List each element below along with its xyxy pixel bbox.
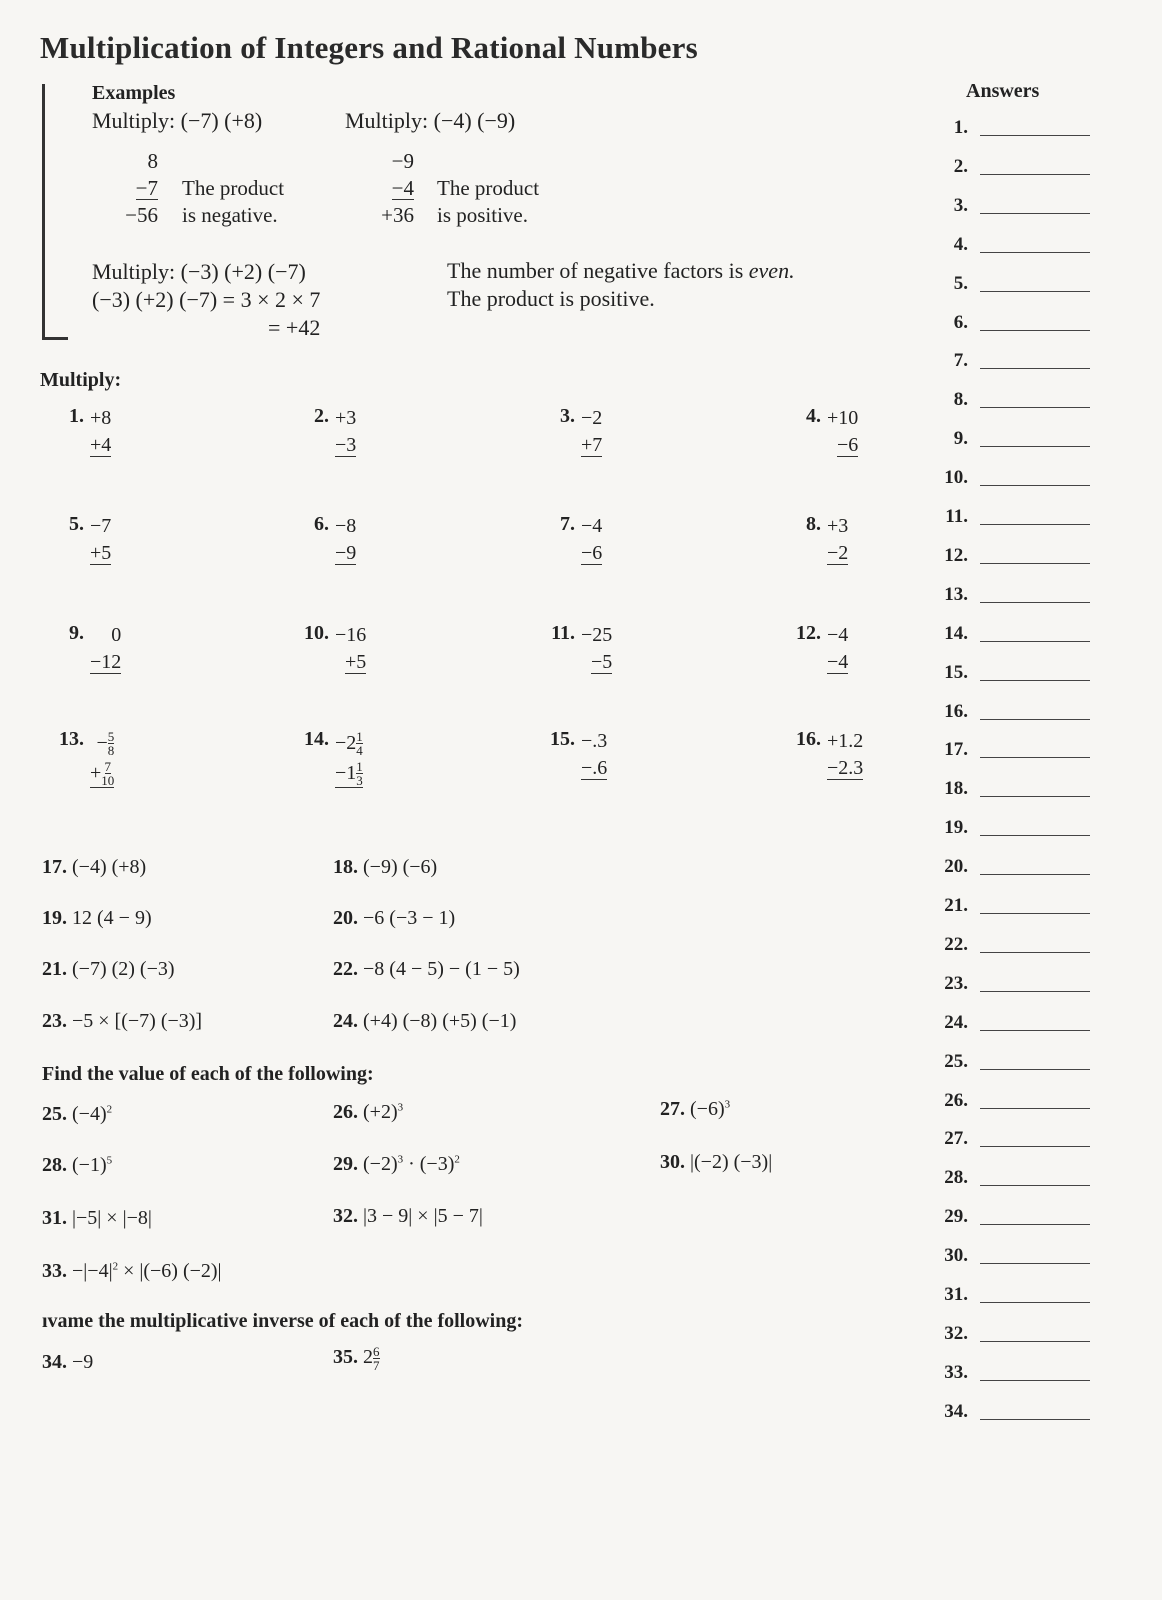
answer-blank[interactable]: [980, 874, 1090, 875]
answer-number: 12.: [944, 544, 968, 566]
fraction-numerator: 1: [356, 758, 363, 774]
answer-row: [918, 778, 1090, 802]
answer-blank[interactable]: [980, 1419, 1090, 1420]
answer-number: 1.: [953, 117, 968, 138]
problem-14: [297, 728, 363, 788]
problem-number: 12.: [796, 622, 821, 644]
problem-number: 2.: [314, 405, 329, 427]
answer-row: [918, 1401, 1090, 1425]
problem-number: 21.: [42, 958, 67, 980]
problem-top: +3: [335, 407, 357, 429]
answers-heading: Answers: [966, 80, 1040, 102]
answer-number: 29.: [944, 1206, 968, 1228]
problem-29-a-exp: 3: [397, 1153, 404, 1166]
answer-row: [918, 273, 1090, 297]
problem-34-expr: −9: [72, 1351, 94, 1373]
fraction-numerator: 1: [356, 728, 363, 744]
problem-top-fraction: [356, 730, 363, 757]
problem-top: −.3: [581, 730, 608, 752]
problem-27-base: (−6): [690, 1098, 725, 1120]
problem-17: [42, 856, 146, 879]
problem-2: [297, 405, 356, 459]
answer-number: 23.: [944, 972, 968, 994]
problem-33-rest: × |(−6) (−2)|: [118, 1260, 222, 1282]
problem-29-mid: · (−3): [403, 1153, 455, 1175]
answer-blank[interactable]: [980, 407, 1090, 408]
problem-31-number: 31.: [42, 1207, 67, 1229]
problem-bottom: −2: [827, 542, 849, 564]
answer-number: 26.: [944, 1089, 968, 1111]
problem-bottom: −3: [335, 434, 357, 456]
answer-row: [918, 234, 1090, 258]
answer-blank[interactable]: [980, 680, 1090, 681]
answer-row: [918, 1090, 1090, 1114]
problem-number: 6.: [314, 513, 329, 535]
problem-number: 23.: [42, 1010, 67, 1032]
problem-stack: [581, 513, 602, 567]
problem-30: [660, 1151, 772, 1174]
answer-blank[interactable]: [980, 835, 1090, 836]
problem-bottom: −4: [827, 651, 849, 673]
answer-blank[interactable]: [980, 213, 1090, 214]
answer-row: [918, 1362, 1090, 1386]
fraction-numerator: 7: [104, 758, 112, 774]
answer-row: [918, 1284, 1090, 1308]
problem-19: [42, 907, 152, 930]
answer-row: [918, 428, 1090, 452]
problem-stack: [581, 622, 612, 676]
problem-11: [543, 622, 612, 676]
problem-number: 16.: [796, 728, 821, 750]
problem-bottom: −5: [591, 651, 613, 673]
problem-33-exp: 2: [112, 1260, 119, 1273]
answer-number: 11.: [945, 506, 968, 527]
problem-expression: −8 (4 − 5) − (1 − 5): [363, 958, 520, 980]
answer-number: 9.: [953, 428, 968, 450]
example-3-line3: = +42: [268, 315, 321, 340]
answer-number: 24.: [944, 1011, 968, 1033]
answer-number: 21.: [944, 895, 968, 916]
answer-row: [918, 350, 1090, 374]
problem-31-expr: |−5| × |−8|: [72, 1207, 152, 1229]
answer-blank[interactable]: [980, 1146, 1090, 1147]
problem-number: 7.: [560, 513, 575, 535]
fraction-denominator: 3: [356, 772, 363, 788]
examples-bracket: [42, 84, 59, 340]
problem-number: 4.: [806, 405, 821, 427]
answer-number: 16.: [944, 700, 968, 722]
answer-number: 19.: [944, 817, 968, 839]
problem-13: [52, 728, 114, 788]
problem-25-exp: 2: [106, 1103, 113, 1116]
answer-blank[interactable]: [980, 368, 1090, 369]
problem-number: 9.: [69, 622, 84, 644]
answer-row: [918, 1245, 1090, 1269]
problem-top-sign: −2: [335, 732, 357, 754]
example-2-prompt: Multiply: (−4) (−9): [345, 108, 516, 133]
problem-21: [42, 958, 175, 981]
problem-bottom: −6: [581, 542, 603, 564]
answer-blank[interactable]: [980, 330, 1090, 331]
problem-number: 10.: [304, 622, 329, 644]
answer-number: 27.: [944, 1128, 968, 1150]
problem-bottom: −2.3: [827, 757, 864, 779]
example-1-note-line2: is negative.: [182, 203, 278, 227]
problem-expression: (−9) (−6): [363, 856, 438, 878]
problem-25-base: (−4): [72, 1103, 107, 1125]
problem-expression: −5 × [(−7) (−3)]: [72, 1010, 203, 1032]
problem-expression: −6 (−3 − 1): [363, 907, 456, 929]
problem-5: [52, 513, 111, 567]
problem-24: [333, 1010, 516, 1033]
problem-26: [333, 1101, 403, 1124]
answer-number: 2.: [953, 155, 968, 177]
problem-bottom: +5: [90, 542, 112, 564]
example-1-stack: [100, 148, 158, 229]
example-2-top: −9: [391, 149, 414, 173]
example-2-bottom: −4: [391, 176, 414, 200]
example-2-note-line2: is positive.: [437, 203, 529, 227]
answer-row: [918, 312, 1090, 336]
problem-3: [543, 405, 602, 459]
problem-bottom: −9: [335, 542, 357, 564]
problem-number: 17.: [42, 856, 67, 878]
answer-row: [918, 467, 1090, 491]
problem-top: −4: [581, 515, 603, 537]
problem-27-exp: 3: [724, 1098, 731, 1111]
example-1-prompt: Multiply: (−7) (+8): [92, 108, 263, 133]
problem-20: [333, 907, 455, 930]
answer-blank[interactable]: [980, 719, 1090, 720]
examples-bracket-foot: [42, 337, 68, 340]
problem-stack: [827, 622, 848, 676]
answer-number: 28.: [944, 1167, 968, 1189]
problem-9: [52, 622, 121, 676]
answer-row: [918, 156, 1090, 180]
answer-row: [918, 584, 1090, 608]
answer-blank[interactable]: [980, 485, 1090, 486]
problem-28: [42, 1154, 112, 1177]
problem-stack: [90, 405, 111, 459]
answer-row: [918, 545, 1090, 569]
problem-12: [789, 622, 848, 676]
answer-number: 10.: [944, 467, 968, 489]
problem-top: −7: [90, 515, 112, 537]
problem-6: [297, 513, 356, 567]
examples-heading: Examples: [92, 82, 176, 104]
problem-bottom: +5: [345, 651, 367, 673]
answer-number: 33.: [944, 1361, 968, 1383]
answer-blank[interactable]: [980, 796, 1090, 797]
problem-stack: [335, 405, 356, 459]
example-2-result: +36: [381, 203, 414, 227]
problem-stack: [581, 728, 607, 782]
answer-row: [918, 817, 1090, 841]
problem-bottom: +4: [90, 434, 112, 456]
problem-bottom-sign: −1: [335, 762, 357, 784]
problem-stack: [90, 728, 114, 788]
answer-blank[interactable]: [980, 446, 1090, 447]
answer-blank[interactable]: [980, 602, 1090, 603]
problem-29-b-exp: 2: [454, 1153, 460, 1166]
answer-number: 22.: [944, 933, 968, 955]
answer-row: [918, 895, 1090, 919]
problem-bottom: −.6: [581, 757, 608, 779]
problem-number: 20.: [333, 907, 358, 929]
problem-stack: [335, 728, 363, 788]
problem-10: [297, 622, 366, 676]
problem-28-number: 28.: [42, 1154, 67, 1176]
answer-row: [918, 856, 1090, 880]
problem-32-number: 32.: [333, 1205, 358, 1227]
problem-bottom-fraction: [356, 760, 363, 787]
problem-29-number: 29.: [333, 1153, 358, 1175]
answer-blank[interactable]: [980, 1185, 1090, 1186]
problem-top: −4: [827, 624, 849, 646]
example-3-prompt: Multiply: (−3) (+2) (−7): [92, 259, 306, 284]
answer-blank[interactable]: [980, 1108, 1090, 1109]
problem-26-number: 26.: [333, 1101, 358, 1123]
problem-number: 22.: [333, 958, 358, 980]
problem-number: 18.: [333, 856, 358, 878]
problem-35: [333, 1345, 380, 1372]
example-1-note-line1: The product: [182, 176, 285, 200]
answer-number: 4.: [953, 233, 968, 255]
fraction-denominator: 10: [101, 772, 115, 788]
problem-top: −16: [335, 624, 367, 646]
example-2-note: [437, 175, 539, 229]
problem-22: [333, 958, 520, 981]
example-3-note-line2: The product is positive.: [447, 286, 655, 311]
answer-row: [918, 701, 1090, 725]
answer-number: 25.: [944, 1050, 968, 1072]
answer-row: [918, 389, 1090, 413]
answer-row: [918, 117, 1090, 141]
problem-25: [42, 1103, 112, 1126]
problem-top: +1.2: [827, 730, 864, 752]
answer-row: [918, 662, 1090, 686]
problem-29: [333, 1153, 460, 1176]
problem-18: [333, 856, 437, 879]
problem-27-number: 27.: [660, 1098, 685, 1120]
problem-32: [333, 1205, 483, 1228]
example-3-note: [447, 257, 795, 313]
problem-30-number: 30.: [660, 1151, 685, 1173]
problem-top: −25: [581, 624, 613, 646]
example-2-note-line1: The product: [437, 176, 540, 200]
problem-top: +8: [90, 407, 112, 429]
example-3-note-b: even.: [748, 258, 795, 283]
answer-number: 17.: [944, 739, 968, 761]
problem-33: [42, 1260, 222, 1283]
answer-blank[interactable]: [980, 952, 1090, 953]
answer-row: [918, 506, 1090, 530]
problem-28-base: (−1): [72, 1154, 107, 1176]
problem-bottom-sign: +: [90, 762, 102, 784]
problem-expression: (−7) (2) (−3): [72, 958, 175, 980]
problem-8: [789, 513, 848, 567]
fraction-numerator: 5: [107, 728, 115, 744]
inverse-label: ıvame the multiplicative inverse of each of the following:: [42, 1310, 524, 1332]
problem-number: 13.: [59, 728, 84, 750]
problem-top: −8: [335, 515, 357, 537]
answer-row: [918, 1323, 1090, 1347]
problem-number: 19.: [42, 907, 67, 929]
problem-top: −2: [581, 407, 603, 429]
answer-blank[interactable]: [980, 252, 1090, 253]
problem-35-num: 6: [373, 1344, 380, 1359]
problem-number: 5.: [69, 513, 84, 535]
answer-blank[interactable]: [980, 757, 1090, 758]
answer-blank[interactable]: [980, 1224, 1090, 1225]
example-2-stack: [358, 148, 414, 229]
problem-27: [660, 1098, 730, 1121]
example-1-note: [182, 175, 284, 229]
answer-row: [918, 1012, 1090, 1036]
answer-row: [918, 195, 1090, 219]
answer-row: [918, 1206, 1090, 1230]
answer-row: [918, 1128, 1090, 1152]
problem-top-sign: −: [96, 732, 108, 754]
problem-stack: [827, 513, 848, 567]
answer-row: [918, 1051, 1090, 1075]
problem-number: 1.: [69, 405, 84, 427]
answer-number: 34.: [944, 1400, 968, 1422]
page-title: Multiplication of Integers and Rational Numbers: [40, 30, 698, 65]
problem-35-fraction: [373, 1345, 380, 1372]
problem-number: 15.: [550, 728, 575, 750]
problem-top-fraction: [108, 730, 115, 757]
answer-number: 6.: [953, 311, 968, 333]
problem-30-expr: |(−2) (−3)|: [690, 1151, 773, 1173]
answer-blank[interactable]: [980, 1380, 1090, 1381]
problem-34: [42, 1351, 93, 1374]
problem-26-exp: 3: [397, 1101, 404, 1114]
answer-blank[interactable]: [980, 1030, 1090, 1031]
problem-expression: (+4) (−8) (+5) (−1): [363, 1010, 517, 1032]
answer-number: 7.: [953, 350, 968, 372]
answer-number: 15.: [944, 661, 968, 683]
problem-25-number: 25.: [42, 1103, 67, 1125]
example-3-note-a: The number of negative factors is: [447, 258, 744, 283]
answer-blank[interactable]: [980, 563, 1090, 564]
example-1-result: −56: [125, 203, 158, 227]
problem-4: [789, 405, 858, 459]
answer-number: 30.: [944, 1245, 968, 1267]
answer-blank[interactable]: [980, 1302, 1090, 1303]
problem-bottom: −12: [90, 651, 122, 673]
problem-35-den: 7: [373, 1358, 380, 1373]
problem-15: [543, 728, 607, 782]
problem-expression: (−4) (+8): [72, 856, 147, 878]
answer-blank[interactable]: [980, 291, 1090, 292]
problem-expression: 12 (4 − 9): [72, 907, 152, 929]
problem-7: [543, 513, 602, 567]
problem-16: [789, 728, 863, 782]
problem-number: 11.: [551, 622, 575, 644]
answer-blank[interactable]: [980, 991, 1090, 992]
problem-number: 8.: [806, 513, 821, 535]
problem-stack: [581, 405, 602, 459]
problem-35-whole: 2: [363, 1346, 373, 1369]
answer-blank[interactable]: [980, 1341, 1090, 1342]
problem-stack: [335, 513, 356, 567]
problem-32-expr: |3 − 9| × |5 − 7|: [363, 1205, 483, 1227]
example-3-line2: (−3) (+2) (−7) = 3 × 2 × 7: [92, 287, 321, 312]
problem-top: +10: [827, 407, 859, 429]
problem-stack: [827, 405, 858, 459]
problem-28-exp: 5: [106, 1154, 113, 1167]
answer-blank[interactable]: [980, 913, 1090, 914]
problem-33-a: −|−4|: [72, 1260, 113, 1282]
answer-blank[interactable]: [980, 641, 1090, 642]
answer-number: 3.: [953, 194, 968, 216]
answer-blank[interactable]: [980, 1069, 1090, 1070]
example-1-bottom: −7: [135, 176, 158, 200]
problem-number: 14.: [304, 728, 329, 750]
problem-1: [52, 405, 111, 459]
problem-29-a: (−2): [363, 1153, 398, 1175]
example-3: [92, 258, 320, 342]
answer-row: [918, 1167, 1090, 1191]
answer-number: 20.: [944, 856, 968, 878]
problem-stack: [827, 728, 863, 782]
answer-number: 32.: [944, 1322, 968, 1344]
answer-number: 5.: [953, 272, 968, 294]
fraction-denominator: 4: [356, 742, 363, 758]
answer-number: 8.: [953, 389, 968, 411]
answer-number: 18.: [944, 778, 968, 800]
answer-blank[interactable]: [980, 135, 1090, 136]
problem-23: [42, 1010, 202, 1033]
answer-blank[interactable]: [980, 174, 1090, 175]
problem-bottom-fraction: [101, 760, 114, 787]
problem-number: 24.: [333, 1010, 358, 1032]
example-1-top: 8: [147, 149, 158, 173]
answer-row: [918, 739, 1090, 763]
problem-stack: [90, 513, 111, 567]
problem-top: +3: [827, 515, 849, 537]
problem-stack: [335, 622, 366, 676]
problem-top: 0: [111, 624, 122, 646]
answer-row: [918, 973, 1090, 997]
problem-stack: [90, 622, 121, 676]
answer-number: 14.: [944, 622, 968, 644]
find-value-label: Find the value of each of the following:: [42, 1063, 374, 1085]
answer-number: 31.: [944, 1284, 968, 1305]
answer-blank[interactable]: [980, 1263, 1090, 1264]
problem-bottom: +7: [581, 434, 603, 456]
multiply-label: Multiply:: [40, 369, 122, 391]
answer-row: [918, 934, 1090, 958]
problem-31: [42, 1207, 152, 1230]
fraction-denominator: 8: [107, 742, 115, 758]
problem-34-number: 34.: [42, 1351, 67, 1373]
problem-33-number: 33.: [42, 1260, 67, 1282]
answer-row: [918, 623, 1090, 647]
answer-blank[interactable]: [980, 524, 1090, 525]
problem-26-base: (+2): [363, 1101, 398, 1123]
problem-35-number: 35.: [333, 1346, 358, 1369]
problem-bottom: −6: [837, 434, 859, 456]
problem-number: 3.: [560, 405, 575, 427]
answer-number: 13.: [944, 583, 968, 605]
